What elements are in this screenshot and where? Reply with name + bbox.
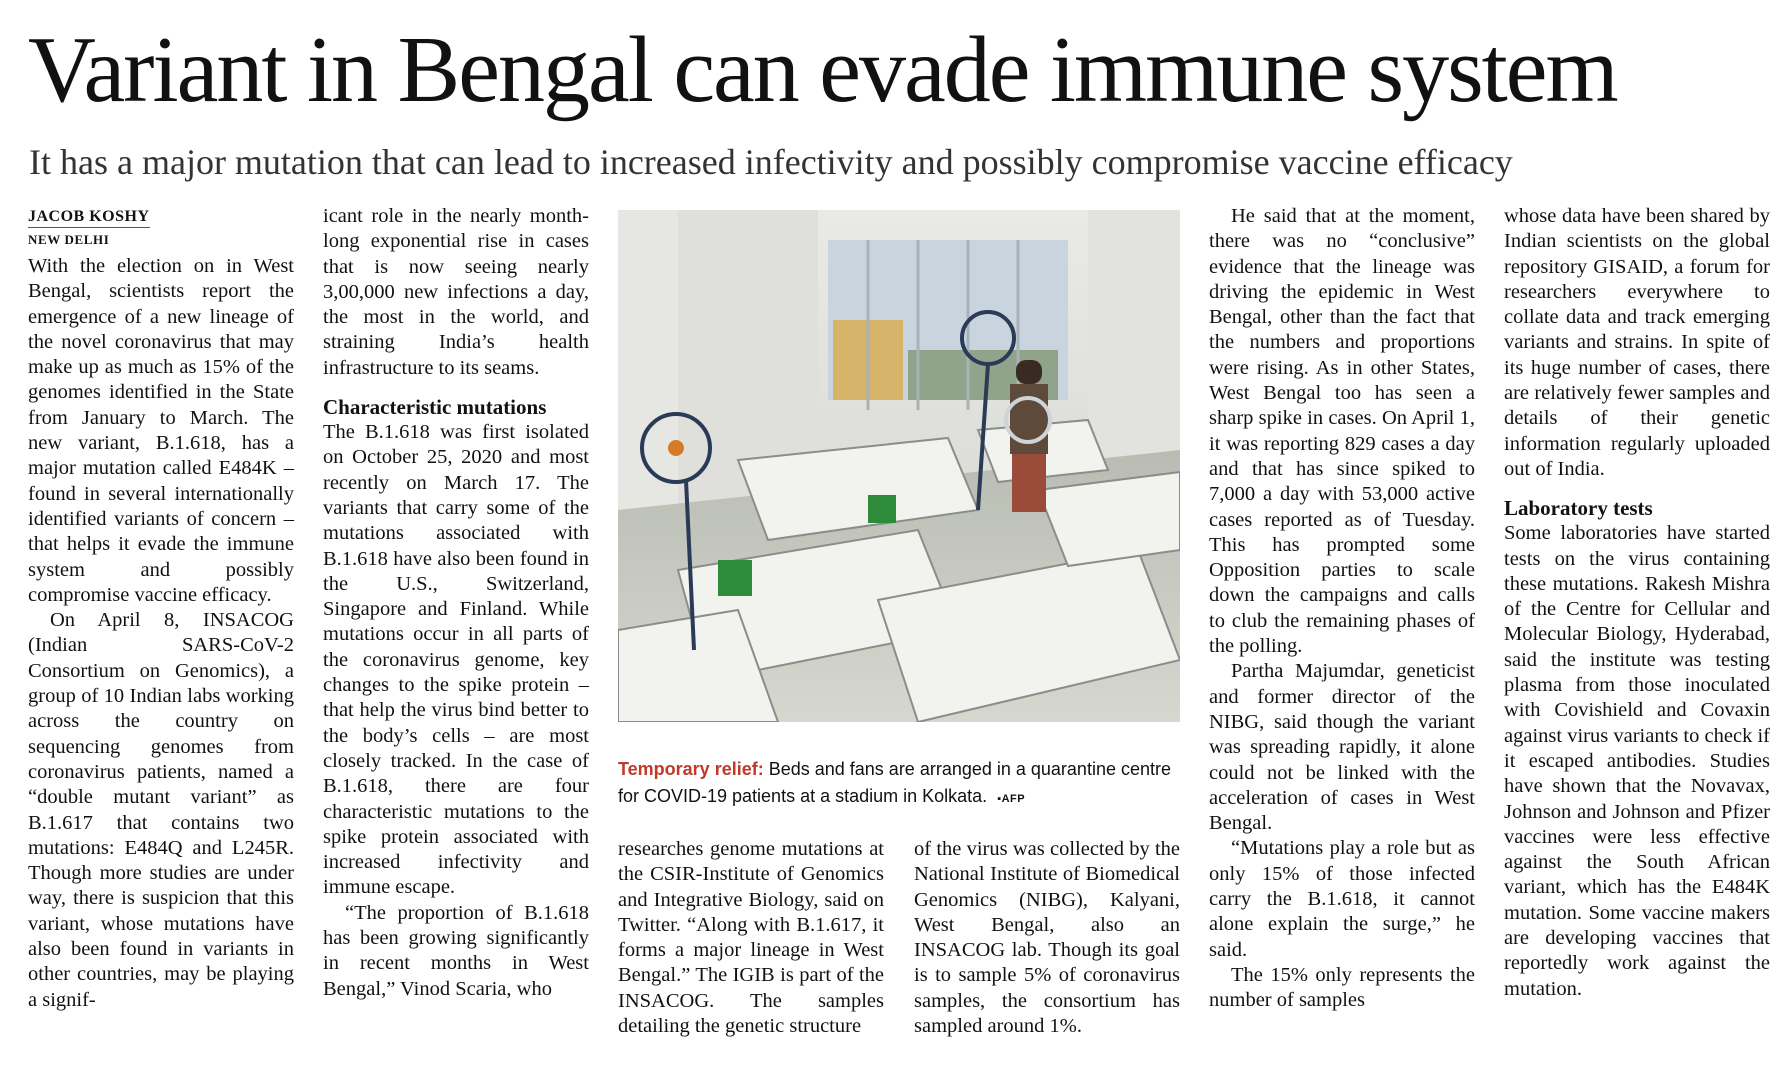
paragraph: “Mutations play a role but as only 15% of those infected carry the B.1.618, it cannot alone explain the surge,” he said. <box>1209 837 1475 961</box>
paragraph: icant role in the nearly month-long exponential rise in cases that is now seeing nearly 3,00,000 new infections a day, the most in the world, and straining India’s health infrastructure to its seams. <box>323 205 589 379</box>
paragraph: The 15% only represents the number of samples <box>1209 963 1475 1012</box>
article-column-6 <box>1504 204 1770 1002</box>
paragraph: whose data have been shared by Indian scientists on the global repository GISAID, a forum for researchers everywhere to collate data and track emerging variants and strains. In spite of its huge number of cases, there are relatively fewer samples and details of their genetic information regularly uploaded out of India. <box>1504 205 1770 480</box>
paragraph: researches genome mutations at the CSIR-Institute of Genomics and Integrative Biology, said on Twitter. “Along with B.1.617, it forms a major lineage in West Bengal.” The IGIB is part of the INSACOG. The samples detailing the genetic structure <box>618 838 884 1038</box>
paragraph: With the election on in West Bengal, scientists report the emergence of a new lineage of the novel coronavirus that may make up as much as 15% of the genomes identified in the State from January to March. The new variant, B.1.618, has a major mutation called E484K – found in several internationally identified variants of concern – that helps it evade the immune system and possibly compromise vaccine efficacy. <box>28 255 294 606</box>
caption-lead: Temporary relief: <box>618 759 764 779</box>
dateline: NEW DELHI <box>28 232 110 247</box>
paragraph: On April 8, INSACOG (Indian SARS-CoV-2 Consortium on Genomics), a group of 10 Indian labs working across the country on sequencing genomes from coronavirus patients, named a “double mutant variant” as B.1.617 that contains two mutations: E484Q and L245R. Though more studies are under way, there is suspicion that this variant, whose mutations have also been found in variants in other countries, may be playing a signif- <box>28 609 294 1011</box>
subheadline: It has a major mutation that can lead to increased infectivity and possibly compromise vaccine efficacy <box>29 142 1513 182</box>
paragraph: The B.1.618 was first isolated on October 25, 2020 and most recently on March 17. The variants that carry some of the mutations associated with B.1.618 have also been found in the U.S., Switzerland, Singapore and Finland. While mutations occur in all parts of the coronavirus genome, key changes to the spike protein – that help the virus bind better to the body’s cells – are most closely tracked. In the case of B.1.618, there are four characteristic mutations to the spike protein associated with increased infectivity and immune escape. <box>323 421 589 899</box>
photo-caption <box>618 756 1180 813</box>
section-heading: Laboratory tests <box>1504 496 1653 521</box>
photo-credit: ▪AFP <box>997 793 1026 805</box>
paragraph: “The proportion of B.1.618 has been growing significantly in recent months in West Bengal,” Vinod Scaria, who <box>323 901 589 1000</box>
quarantine-centre-photo <box>618 210 1180 722</box>
article-column-1 <box>28 254 294 1013</box>
paragraph: of the virus was collected by the National Institute of Biomedical Genomics (NIBG), Kalyani, West Bengal, also an INSACOG lab. Though its goal is to sample 5% of coronavirus samples, the consortium has sampled around 1%. <box>914 838 1180 1038</box>
paragraph: He said that at the moment, there was no “conclusive” evidence that the lineage was driving the epidemic in West Bengal, other than the fact that the numbers and proportions were rising. As in other States, West Bengal too has seen a sharp spike in cases. On April 1, it was reporting 829 cases a day and that has since spiked to 7,000 a day with 53,000 active cases reported as of Tuesday. This has prompted some Opposition parties to scale down the campaigns and calls to club the remaining phases of the polling. <box>1209 205 1475 658</box>
paragraph: Partha Majumdar, geneticist and former director of the NIBG, said though the variant was spreading rapidly, it alone could not be linked with the acceleration of cases in West Bengal. <box>1209 660 1475 835</box>
byline: JACOB KOSHY <box>28 208 150 228</box>
article-column-5 <box>1209 204 1475 1014</box>
article-column-2 <box>323 204 589 1002</box>
paragraph: Some laboratories have started tests on the virus containing these mutations. Rakesh Mishra of the Centre for Cellular and Molecular Biology, Hyderabad, said the institute was testing plasma from those inoculated with Covishield and Covaxin against virus variants to check if it escaped antibodies. Studies have shown that the Novavax, Johnson and Johnson and Pfizer vaccines were less effective against the South African variant, which has the E484K mutation. Some vaccine makers are developing vaccines that reportedly work against the mutation. <box>1504 522 1770 1000</box>
section-heading: Characteristic mutations <box>323 395 547 420</box>
article-column-4 <box>914 837 1180 1039</box>
article-column-3 <box>618 837 884 1039</box>
headline: Variant in Bengal can evade immune system <box>28 18 1617 122</box>
caption-text: Beds and fans are arranged in a quarantine centre for COVID-19 patients at a stadium in Kolkata. <box>618 759 1171 806</box>
